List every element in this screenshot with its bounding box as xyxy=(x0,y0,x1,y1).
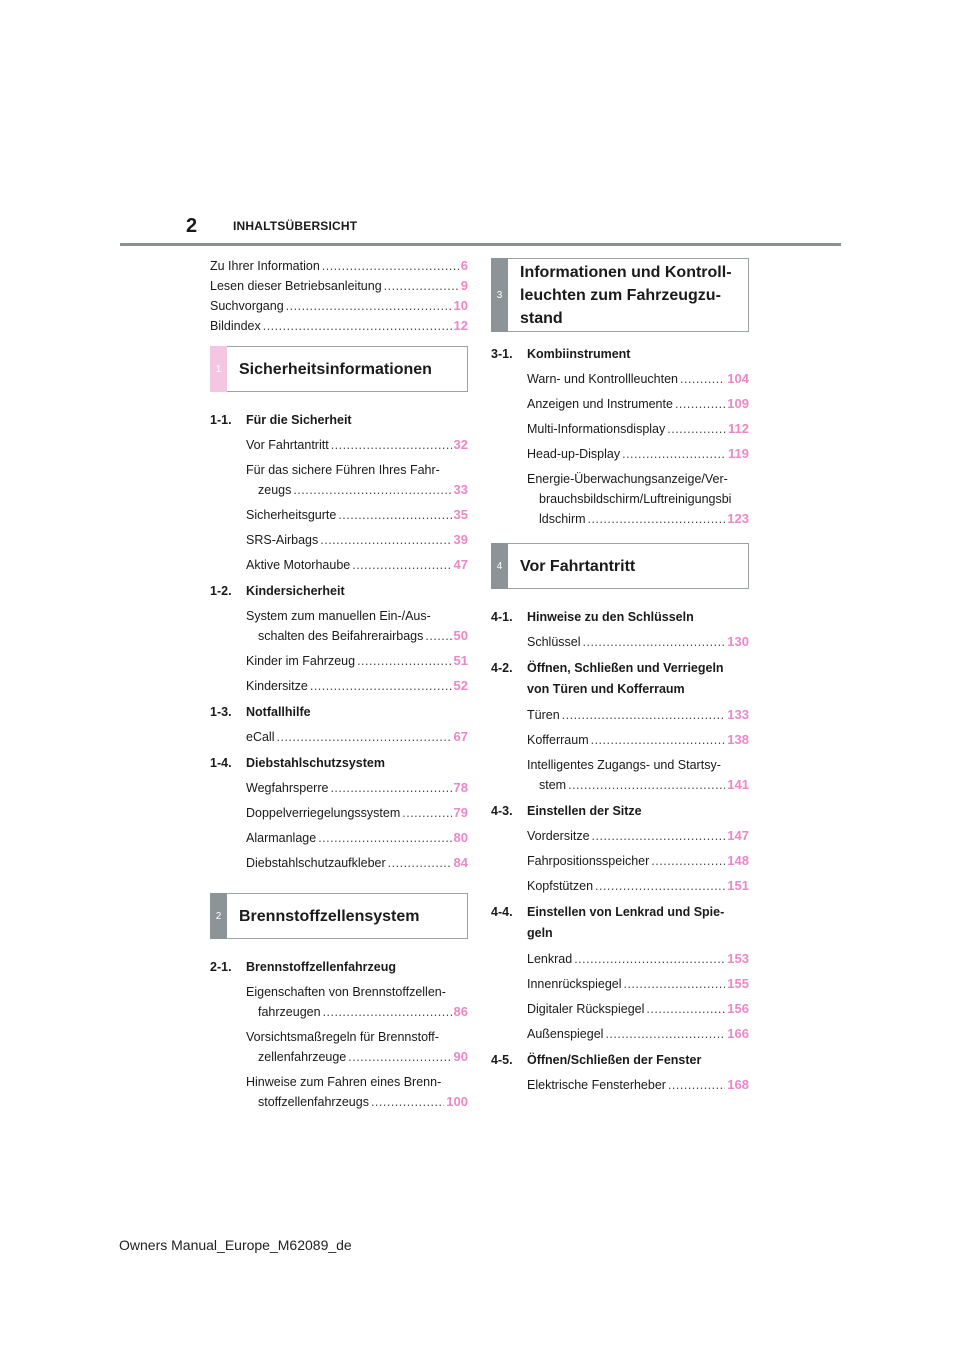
toc-entry[interactable]: Fahrpositionsspeicher ..... 148 xyxy=(491,851,749,871)
toc-entry[interactable]: Bildindex ..... 12 xyxy=(210,316,468,336)
page-link[interactable]: 147 xyxy=(727,828,749,843)
toc-entry[interactable]: Schlüssel ..... 130 xyxy=(491,632,749,652)
page-link[interactable]: 168 xyxy=(727,1077,749,1092)
page-link[interactable]: 156 xyxy=(727,1001,749,1016)
toc-entry[interactable]: Eigenschaften von Brennstoffzellen- fahrzeugen ..... 86 xyxy=(210,982,468,1022)
page-link[interactable]: 79 xyxy=(453,805,468,820)
toc-entry[interactable]: System zum manuellen Ein-/Aus- schalten des Beifahrerairbags ..... 50 xyxy=(210,606,468,646)
toc-entry[interactable]: eCall ..... 67 xyxy=(210,727,468,747)
section-heading: 4-1. Hinweise zu den Schlüsseln xyxy=(491,610,694,624)
page-link[interactable]: 52 xyxy=(453,678,468,693)
toc-entry[interactable]: Doppelverriegelungssystem ..... 79 xyxy=(210,803,468,823)
page-link[interactable]: 39 xyxy=(453,532,468,547)
chapter-tab: 2 xyxy=(210,893,227,939)
toc-entry[interactable]: Kofferraum ..... 138 xyxy=(491,730,749,750)
section-heading: 4-2. Öffnen, Schließen und Verriegeln von Türen und Kofferraum xyxy=(491,661,724,696)
toc-entry[interactable]: Multi-Informationsdisplay ..... 112 xyxy=(491,419,749,439)
toc-entry[interactable]: Für das sichere Führen Ihres Fahr- zeugs ..... 33 xyxy=(210,460,468,500)
page-link[interactable]: 50 xyxy=(453,628,468,643)
page-link[interactable]: 155 xyxy=(727,976,749,991)
header-rule xyxy=(120,243,841,246)
chapter-title: Sicherheitsinformationen xyxy=(239,360,432,378)
toc-entry[interactable]: Lesen dieser Betriebsanleitung ..... 9 xyxy=(210,276,468,296)
page-link[interactable]: 104 xyxy=(727,371,749,386)
footer-document-id: Owners Manual_Europe_M62089_de xyxy=(119,1237,352,1253)
chapter-box-1[interactable] xyxy=(210,346,468,392)
page-link[interactable]: 133 xyxy=(727,707,749,722)
toc-entry[interactable]: Digitaler Rückspiegel ..... 156 xyxy=(491,999,749,1019)
section-heading: 1-4. Diebstahlschutzsystem xyxy=(210,756,385,770)
page-link[interactable]: 148 xyxy=(727,853,749,868)
toc-entry[interactable]: Innenrückspiegel ..... 155 xyxy=(491,974,749,994)
toc-entry[interactable]: Warn- und Kontrollleuchten ..... 104 xyxy=(491,369,749,389)
toc-entry[interactable]: Anzeigen und Instrumente ..... 109 xyxy=(491,394,749,414)
chapter-box-2[interactable] xyxy=(210,893,468,939)
toc-left-column xyxy=(210,256,468,1112)
section-heading: 1-1. Für die Sicherheit xyxy=(210,413,352,427)
section-heading: 4-3. Einstellen der Sitze xyxy=(491,804,642,818)
toc-entry[interactable]: Außenspiegel ..... 166 xyxy=(491,1024,749,1044)
toc-entry[interactable]: Wegfahrsperre ..... 78 xyxy=(210,778,468,798)
page-number: 2 xyxy=(186,215,198,237)
chapter-title: Brennstoffzellensystem xyxy=(239,907,420,925)
toc-entry[interactable]: Suchvorgang ..... 10 xyxy=(210,296,468,316)
toc-entry[interactable]: Sicherheitsgurte ..... 35 xyxy=(210,505,468,525)
page-link[interactable]: 78 xyxy=(453,780,468,795)
toc-right-column xyxy=(491,258,749,1095)
page-link[interactable]: 153 xyxy=(727,951,749,966)
page-link[interactable]: 35 xyxy=(453,507,468,522)
page-link[interactable]: 119 xyxy=(728,446,749,461)
page-link[interactable]: 151 xyxy=(727,878,749,893)
page-link[interactable]: 109 xyxy=(727,396,749,411)
page-link[interactable]: 12 xyxy=(453,318,468,333)
toc-entry[interactable]: SRS-Airbags ..... 39 xyxy=(210,530,468,550)
page-link[interactable]: 112 xyxy=(728,421,749,436)
page-header-title: INHALTSÜBERSICHT xyxy=(233,219,358,233)
toc-entry[interactable]: Türen ..... 133 xyxy=(491,705,749,725)
chapter-box-4[interactable] xyxy=(491,543,749,589)
toc-entry[interactable]: Energie-Überwachungsanzeige/Ver- brauchsbildschirm/Luftreinigungsbi ldschirm ..... 123 xyxy=(491,469,749,529)
page-link[interactable]: 130 xyxy=(727,634,749,649)
toc-entry[interactable]: Vor Fahrtantritt ..... 32 xyxy=(210,435,468,455)
page-link[interactable]: 9 xyxy=(460,278,468,293)
toc-entry[interactable]: Alarmanlage ..... 80 xyxy=(210,828,468,848)
page-link[interactable]: 47 xyxy=(453,557,468,572)
chapter-title: Vor Fahrtantritt xyxy=(520,557,636,575)
page-link[interactable]: 138 xyxy=(727,732,749,747)
chapter-title: Informationen und Kontroll- leuchten zum Fahrzeugzu- stand xyxy=(520,263,732,327)
page-link[interactable]: 51 xyxy=(453,653,468,668)
page-link[interactable]: 32 xyxy=(453,437,468,452)
toc-entry[interactable]: Intelligentes Zugangs- und Startsy- stem ..... 141 xyxy=(491,755,749,795)
chapter-box-3[interactable] xyxy=(491,258,749,332)
page-link[interactable]: 100 xyxy=(446,1094,468,1109)
toc-entry[interactable]: Kinder im Fahrzeug ..... 51 xyxy=(210,651,468,671)
toc-entry[interactable]: Lenkrad ..... 153 xyxy=(491,949,749,969)
section-heading: 1-3. Notfallhilfe xyxy=(210,705,311,719)
page-link[interactable]: 90 xyxy=(453,1049,468,1064)
page-link[interactable]: 6 xyxy=(460,258,468,273)
chapter-tab: 4 xyxy=(491,543,508,589)
chapter-tab: 1 xyxy=(210,346,227,392)
toc-entry[interactable]: Vorsichtsmaßregeln für Brennstoff- zellenfahrzeuge ..... 90 xyxy=(210,1027,468,1067)
page-link[interactable]: 80 xyxy=(453,830,468,845)
toc-entry[interactable]: Head-up-Display ..... 119 xyxy=(491,444,749,464)
toc-entry[interactable]: Zu Ihrer Information ..... 6 xyxy=(210,256,468,276)
toc-entry[interactable]: Aktive Motorhaube ..... 47 xyxy=(210,555,468,575)
page-link[interactable]: 67 xyxy=(453,729,468,744)
toc-entry[interactable]: Elektrische Fensterheber ..... 168 xyxy=(491,1075,749,1095)
toc-entry[interactable]: Kindersitze ..... 52 xyxy=(210,676,468,696)
toc-entry[interactable]: Kopfstützen ..... 151 xyxy=(491,876,749,896)
page-link[interactable]: 86 xyxy=(453,1004,468,1019)
section-heading: 2-1. Brennstoffzellenfahrzeug xyxy=(210,960,397,974)
page-link[interactable]: 141 xyxy=(727,777,749,792)
section-heading: 4-5. Öffnen/Schließen der Fenster xyxy=(491,1053,702,1067)
page-link[interactable]: 84 xyxy=(453,855,468,870)
toc-entry[interactable]: Hinweise zum Fahren eines Brenn- stoffzellenfahrzeugs ..... 100 xyxy=(210,1072,468,1112)
toc-entry[interactable]: Vordersitze ..... 147 xyxy=(491,826,749,846)
page-link[interactable]: 33 xyxy=(453,482,468,497)
page-link[interactable]: 123 xyxy=(727,511,749,526)
intro-list xyxy=(210,256,468,336)
section-heading: 3-1. Kombiinstrument xyxy=(491,347,631,361)
section-heading: 4-4. Einstellen von Lenkrad und Spie- geln xyxy=(491,905,725,940)
page-link[interactable]: 10 xyxy=(453,298,468,313)
toc-entry[interactable]: Diebstahlschutzaufkleber ..... 84 xyxy=(210,853,468,873)
page-link[interactable]: 166 xyxy=(727,1026,749,1041)
section-heading: 1-2. Kindersicherheit xyxy=(210,584,345,598)
chapter-tab: 3 xyxy=(491,258,508,332)
